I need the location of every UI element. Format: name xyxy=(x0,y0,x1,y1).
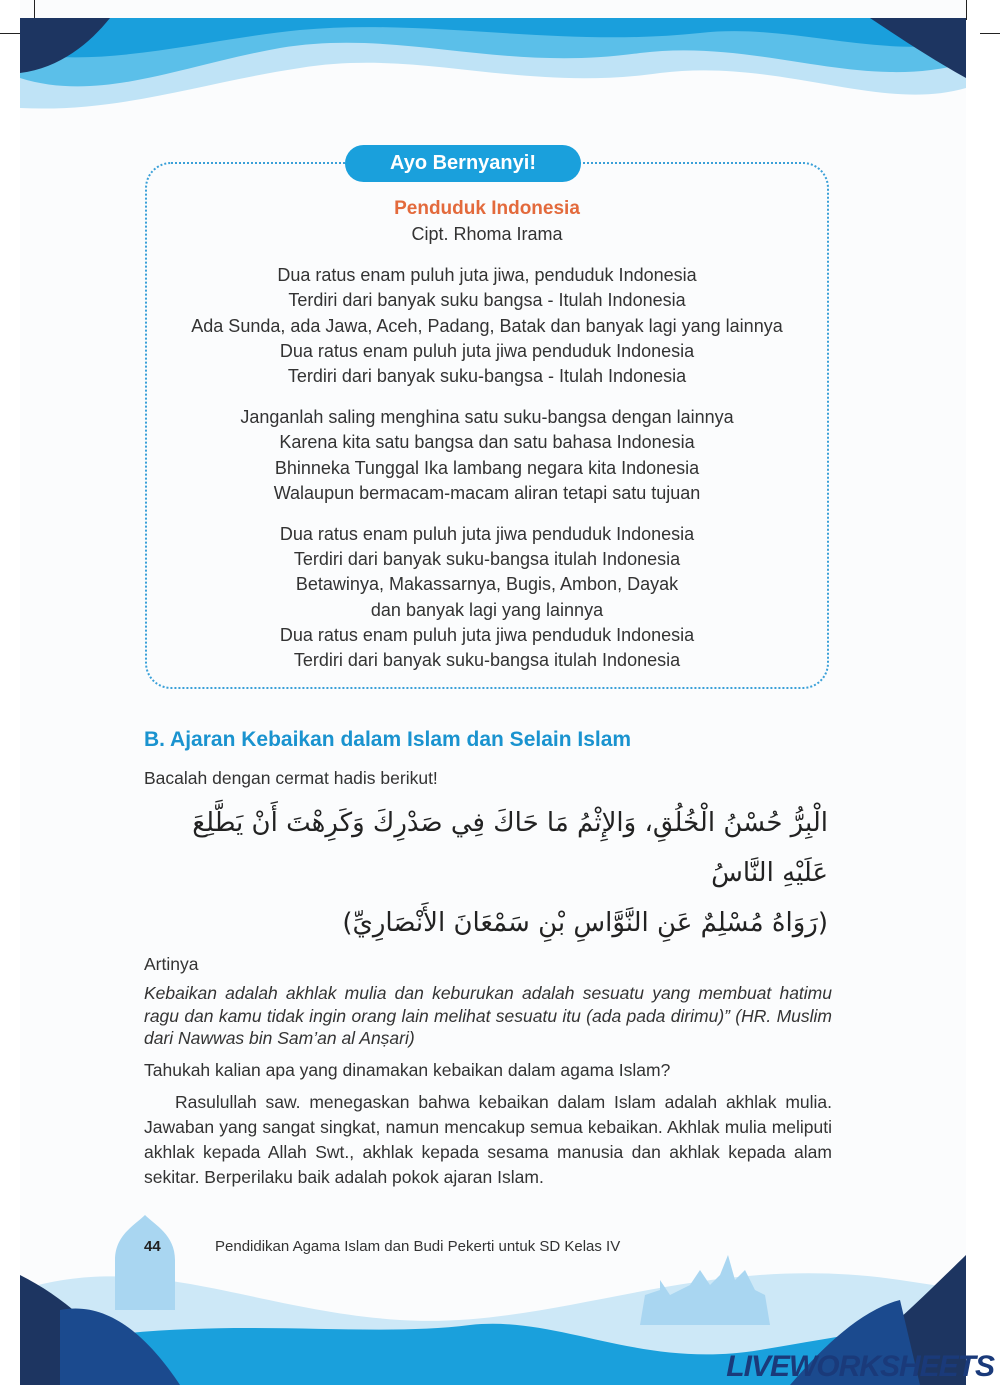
header-wave-decoration xyxy=(0,18,1000,118)
song-author: Cipt. Rhoma Irama xyxy=(411,224,563,244)
section-heading: B. Ajaran Kebaikan dalam Islam dan Selain Islam xyxy=(144,728,632,751)
book-title: Pendidikan Agama Islam dan Budi Pekerti untuk SD Kelas IV xyxy=(215,1238,621,1255)
lyric-line: Dua ratus enam puluh juta jiwa penduduk Indonesia xyxy=(279,340,695,361)
lyric-line: Terdiri dari banyak suku bangsa - Itulah Indonesia xyxy=(288,290,686,311)
lyric-line: Dua ratus enam puluh juta jiwa penduduk Indonesia xyxy=(279,624,695,645)
hadith-meaning: Kebaikan adalah akhlak mulia dan keburukan adalah sesuatu yang membuat hatimu ragu dan kamu tidak ingin orang lain melihat sesuatu itu (ada pada dirimu)” (HR. Muslim dari Nawwas bin Sam’an al Anṣari) xyxy=(144,983,832,1048)
hadith-source-arabic: (رَوَاهُ مُسْلِمٌ عَنِ النَّوَّاسِ بْنِ سَمْعَانَ الأَنْصَارِيِّ) xyxy=(342,908,828,938)
crop-mark xyxy=(34,0,35,20)
question-text: Tahukah kalian apa yang dinamakan kebaikan dalam agama Islam? xyxy=(144,1059,671,1080)
lyric-line: Ada Sunda, ada Jawa, Aceh, Padang, Batak dan banyak lagi yang lainnya xyxy=(191,315,783,336)
lyric-line: Bhinneka Tunggal Ika lambang negara kita Indonesia xyxy=(274,457,700,478)
lyric-line: Terdiri dari banyak suku-bangsa - Itulah Indonesia xyxy=(287,366,687,387)
page-number: 44 xyxy=(144,1238,161,1255)
lyric-line: Betawinya, Makassarnya, Bugis, Ambon, Dayak xyxy=(295,574,679,595)
lyric-line: Terdiri dari banyak suku-bangsa itulah Indonesia xyxy=(293,549,681,570)
body-paragraph: Rasulullah saw. menegaskan bahwa kebaikan dalam Islam adalah akhlak mulia. Jawaban yang sangat singkat, namun mencakup semua kebaikan. Akhlak mulia meliputi akhlak kepada Allah Swt., akhlak kepada sesama manusia dan akhlak kepada alam sekitar. Berperilaku baik adalah pokok ajaran Islam. xyxy=(144,1091,832,1187)
lyric-line: dan banyak lagi yang lainnya xyxy=(370,599,604,620)
lyric-line: Karena kita satu bangsa dan satu bahasa Indonesia xyxy=(279,432,695,453)
liveworksheets-watermark: LIVEWORKSHEETS xyxy=(726,1350,994,1383)
hadith-arabic: الْبِرُّ حُسْنُ الْخُلُقِ، وَالإِثْمُ مَا حَاكَ فِي صَدْرِكَ وَكَرِهْتَ أَنْ يَطَّلِعَ عَلَيْهِ النَّاسُ xyxy=(192,808,828,888)
lyric-line: Janganlah saling menghina satu suku-bangsa dengan lainnya xyxy=(240,407,734,428)
crop-mark xyxy=(966,0,967,20)
lyric-line: Dua ratus enam puluh juta jiwa, penduduk Indonesia xyxy=(277,265,697,286)
lyric-line: Walaupun bermacam-macam aliran tetapi satu tujuan xyxy=(273,482,701,503)
lyric-line: Terdiri dari banyak suku-bangsa itulah Indonesia xyxy=(293,650,681,671)
section-b xyxy=(144,726,832,1190)
lyric-line: Dua ratus enam puluh juta jiwa penduduk Indonesia xyxy=(279,524,695,545)
song-stanza-2 xyxy=(157,405,817,506)
intro-text: Bacalah dengan cermat hadis berikut! xyxy=(144,768,438,788)
meaning-label: Artinya xyxy=(144,954,199,974)
song-section xyxy=(145,145,829,689)
song-box xyxy=(145,162,829,689)
song-badge: Ayo Bernyanyi! xyxy=(345,145,581,182)
song-stanza-3 xyxy=(157,522,817,673)
song-title: Penduduk Indonesia xyxy=(394,198,580,219)
song-stanza-1 xyxy=(157,263,817,389)
